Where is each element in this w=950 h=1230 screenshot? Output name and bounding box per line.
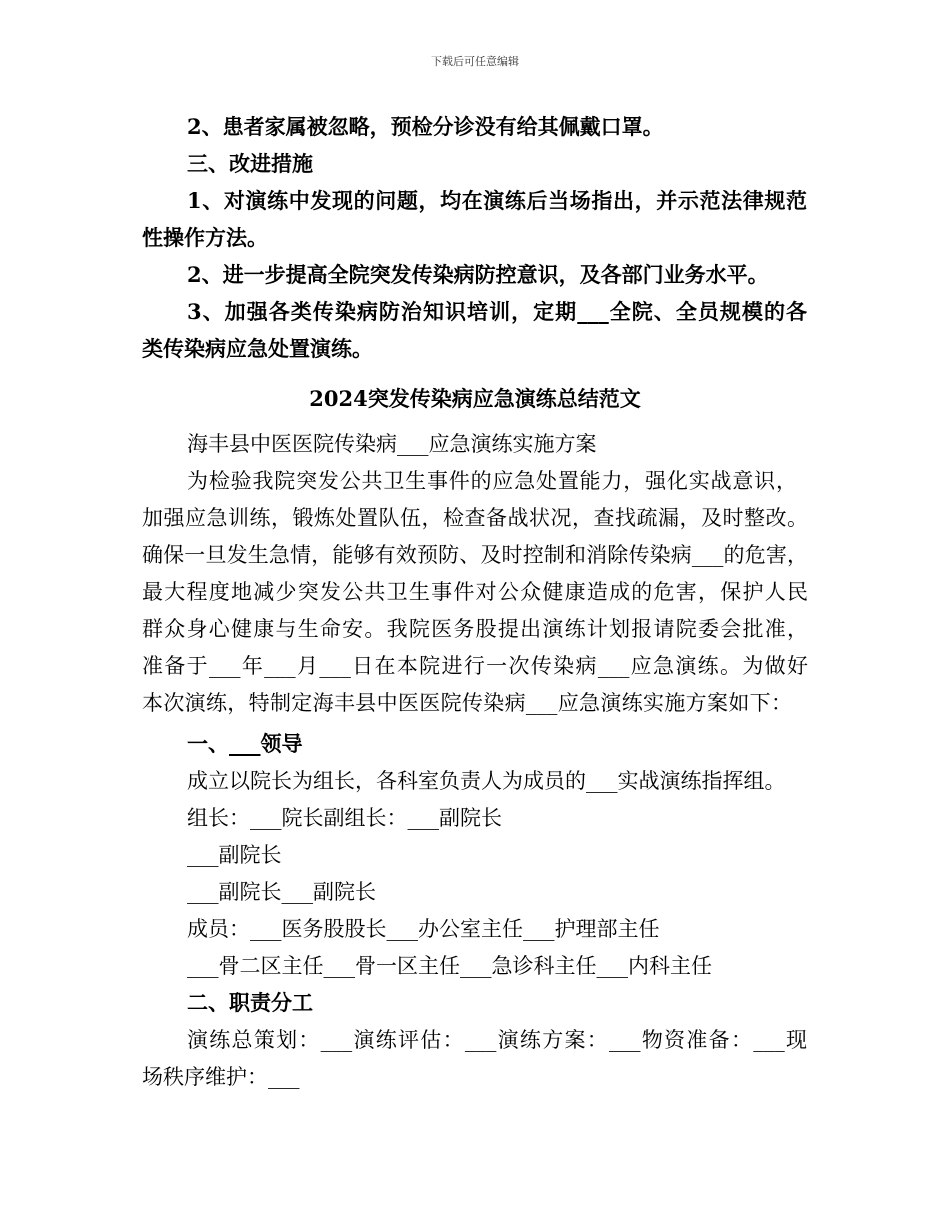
document-title: 2024突发传染病应急演练总结范文 — [309, 386, 641, 411]
duties-line-1: 演练总策划：___演练评估：___演练方案：___物资准备：___现 — [187, 1028, 807, 1052]
section-heading-duties: 二、职责分工 — [187, 990, 313, 1015]
body-paragraph-line-5: 群众身心健康与生命安。我院医务股提出演练计划报请院委会批准， — [142, 617, 808, 641]
body-paragraph-line-2: 加强应急训练，锻炼处置队伍，检查备战状况，查找疏漏，及时整改。 — [142, 506, 808, 530]
improvement-item-1-line-2: 性操作方法。 — [142, 225, 268, 250]
page-header-note: 下载后可任意编辑 — [431, 55, 519, 68]
section-heading-leadership: 一、___领导 — [187, 731, 303, 756]
improvement-item-2: 2、进一步提高全院突发传染病防控意识，及各部门业务水平。 — [187, 262, 769, 287]
improvement-item-1-line-1: 1、对演练中发现的问题，均在演练后当场指出，并示范法律规范 — [187, 188, 807, 213]
body-paragraph-line-4: 最大程度地减少突发公共卫生事件对公众健康造成的危害，保护人民 — [142, 580, 808, 604]
duties-line-2: 场秩序维护：___ — [142, 1065, 300, 1089]
members-line-2: ___骨二区主任___骨一区主任___急诊科主任___内科主任 — [187, 954, 712, 978]
issue-item-2: 2、患者家属被忽略，预检分诊没有给其佩戴口罩。 — [187, 114, 664, 139]
body-paragraph-line-6: 准备于___年___月___日在本院进行一次传染病___应急演练。为做好 — [142, 654, 808, 678]
improvement-item-3-line-1: 3、加强各类传染病防治知识培训，定期___全院、全员规模的各 — [187, 299, 807, 324]
section-heading-improvements: 三、改进措施 — [187, 151, 313, 176]
members-line-1: 成员：___医务股股长___办公室主任___护理部主任 — [187, 917, 660, 941]
leadership-description: 成立以院长为组长，各科室负责人为成员的___实战演练指挥组。 — [187, 769, 786, 793]
body-paragraph-line-3: 确保一旦发生急情，能够有效预防、及时控制和消除传染病___的危害， — [142, 543, 808, 567]
body-paragraph-line-1: 为检验我院突发公共卫生事件的应急处置能力，强化实战意识， — [187, 469, 797, 493]
improvement-item-3-line-2: 类传染病应急处置演练。 — [142, 336, 373, 361]
body-paragraph-line-7: 本次演练，特制定海丰县中医医院传染病___应急演练实施方案如下： — [142, 691, 792, 715]
leader-list-line-1: 组长：___院长副组长：___副院长 — [187, 806, 502, 830]
plan-subtitle: 海丰县中医医院传染病___应急演练实施方案 — [187, 432, 597, 456]
leader-list-line-2: ___副院长 — [187, 843, 282, 867]
leader-list-line-3: ___副院长___副院长 — [187, 880, 376, 904]
